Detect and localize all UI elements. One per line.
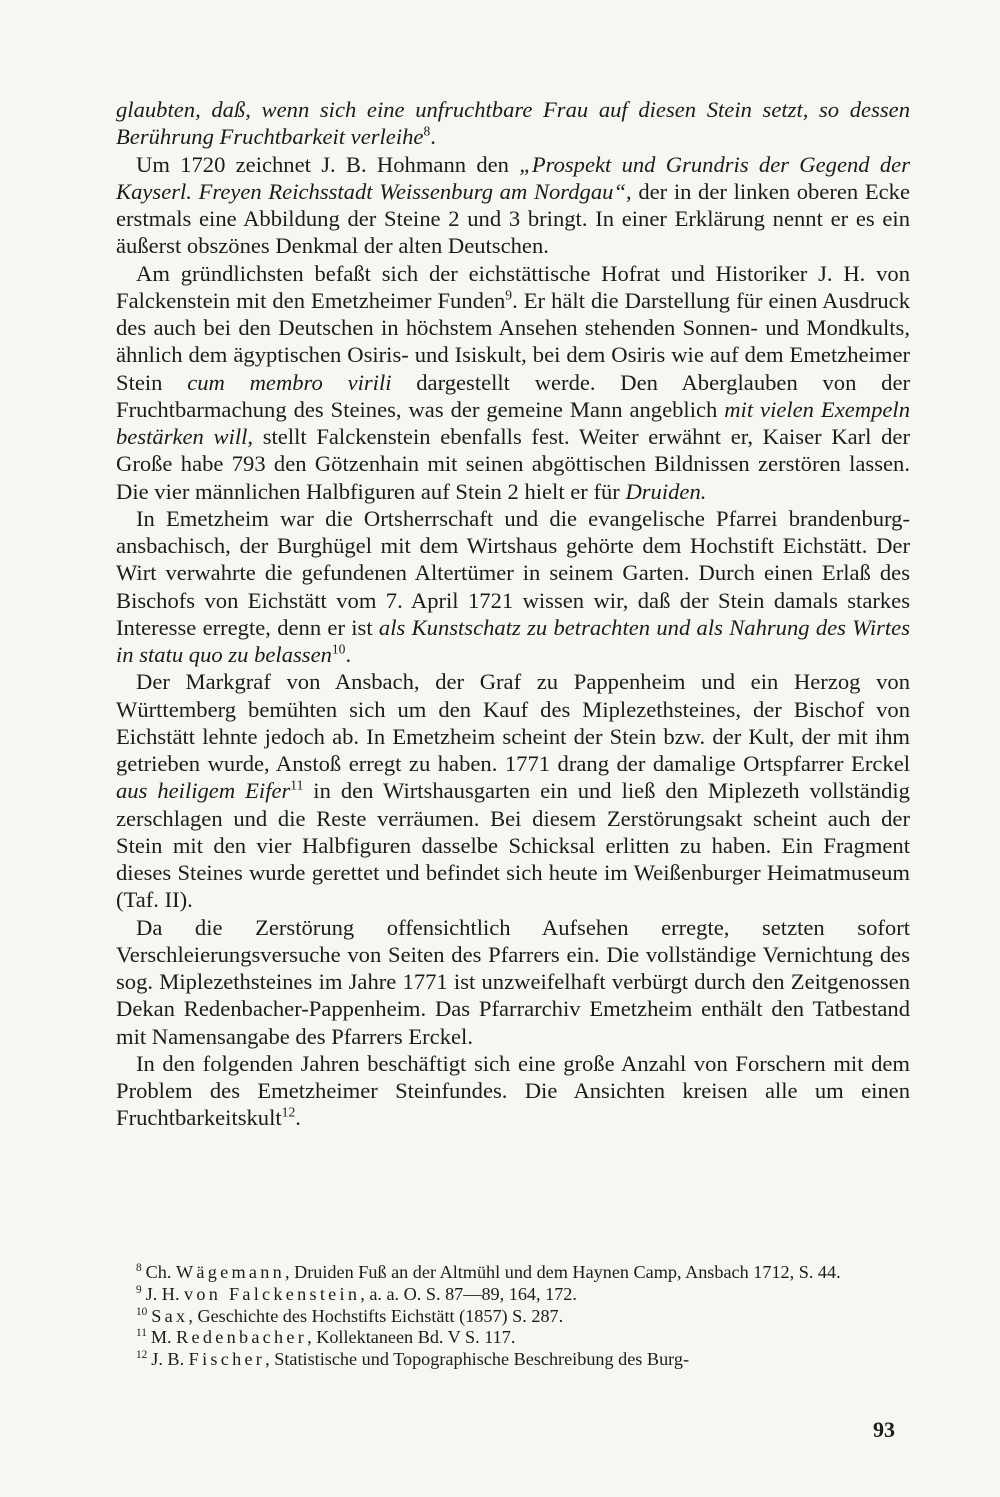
spaced-author-name: Redenbacher	[176, 1327, 308, 1348]
text-run: Ch.	[145, 1262, 176, 1282]
text-run: . Er hält die Darstellung für einen Ausdruck des auch bei den Deutschen in höchstem Ansehen stehenden Sonnen- und Mondkults, ähnlich dem ägyptischen Osiris- und Isiskult, bei dem Osiris wie auf dem Emetzheimer Stein	[116, 287, 910, 395]
text-run: .	[295, 1105, 301, 1131]
text-run: .	[345, 642, 352, 667]
italic-text: cum membro virili	[187, 369, 392, 395]
text-run: .	[430, 124, 436, 150]
paragraph-p6	[116, 914, 910, 1050]
text-run: , Kollektaneen Bd. V S. 117.	[307, 1327, 516, 1348]
text-run: , Druiden Fuß an der Altmühl und dem Haynen Camp, Ansbach 1712, S. 44.	[285, 1262, 841, 1282]
italic-text: Druiden.	[625, 478, 707, 504]
text-run: stellt Falckenstein ebenfalls fest. Weiter erwähnt er, Kaiser Karl der Große habe 793 den Götzenhain mit seinen abgöttischen Bildnissen zerstören lassen. Die vier männlichen Halbfiguren auf Stein 2 hielt er für	[116, 424, 910, 504]
spaced-author-name: Sax	[151, 1305, 189, 1326]
footnote-number: 9	[136, 1283, 142, 1296]
footnote-reference: 11	[290, 777, 304, 793]
text-run: , der in der linken oberen Ecke erstmals eine Abbildung der Steine 2 und 3 bringt. In einer Erklärung nennt er es ein äußerst obszönes Denkmal der alten Deutschen.	[116, 178, 910, 259]
text-run: J. B.	[151, 1349, 189, 1370]
text-run: M.	[150, 1327, 177, 1348]
text-run: Der Markgraf von Ansbach, der Graf zu Pappenheim und ein Herzog von Württemberg bemühten sich um den Kauf des Miplezethsteines, der Bischof von Eichstätt lehnte jedoch ab. In Emetzheim scheint der Stein bzw. der Kult, der mit ihm getrieben wurde, Anstoß erregt zu haben. 1771 drang der damalige Ortspfarrer Erckel	[116, 669, 910, 776]
paragraph-p5	[116, 668, 910, 913]
footnote	[116, 1306, 910, 1328]
footnote-number: 12	[136, 1349, 148, 1362]
italic-text: „Prospekt und Grundris der Gegend der Kayserl. Freyen Reichsstadt Weissenburg am Nordgau“	[116, 151, 910, 204]
text-run: , Statistische und Topographische Beschreibung des Burg-	[265, 1349, 690, 1370]
footnote-number: 11	[136, 1327, 147, 1340]
footnote	[116, 1349, 910, 1371]
text-run: , Geschichte des Hochstifts Eichstätt (1857) S. 287.	[188, 1305, 564, 1326]
spaced-author-name: von Falckenstein	[184, 1283, 361, 1304]
text-run: In Emetzheim war die Ortsherrschaft und die evangelische Pfarrei brandenburg-ansbachisch, der Burghügel mit dem Wirtshaus gehörte dem Hochstift Eichstätt. Der Wirt verwahrte die gefundenen Altertümer in seinem Garten. Durch einen Erlaß des Bischofs von Eichstätt vom 7. April 1721 wissen wir, daß der Stein damals starkes Interesse erregte, denn er ist	[116, 505, 910, 640]
text-run: Am gründlichsten befaßt sich der eichstättische Hofrat und Historiker J. H. von Falckenstein mit den Emetzheimer Funden	[116, 260, 910, 313]
spaced-author-name: Fischer	[188, 1349, 266, 1370]
italic-text: mit vielen Exempeln bestärken will,	[116, 396, 910, 449]
footnote-number: 10	[136, 1305, 148, 1318]
paragraph-p1	[116, 96, 910, 151]
italic-text: aus heiligem Eifer	[116, 778, 291, 804]
paragraph-p3	[116, 260, 910, 505]
footnote	[116, 1327, 910, 1349]
body-text	[116, 96, 910, 1132]
text-run: in den Wirtshausgarten ein und ließ den Miplezeth vollständig zerschlagen und die Reste verräumen. Bei diesem Zerstörungsakt scheint auch der Stein mit den vier Halbfiguren dasselbe Schicksal erlitten zu haben. Ein Fragment dieses Steines wurde gerettet und befindet sich heute im Weißenburger Heimatmuseum (Taf. II).	[116, 778, 910, 913]
footnote	[116, 1284, 910, 1306]
footnotes	[116, 1262, 910, 1371]
text-run: dargestellt werde. Den Aberglauben von der Fruchtbarmachung des Steines, was der gemeine Mann angeblich	[116, 369, 910, 422]
italic-text: als Kunstschatz zu betrachten und als Nahrung des Wirtes in statu quo zu belassen	[116, 614, 910, 667]
paragraph-p7	[116, 1050, 910, 1132]
footnote-number: 8	[136, 1261, 142, 1274]
footnote-reference: 12	[281, 1104, 296, 1120]
text-run: Da die Zerstörung offensichtlich Aufsehen erregte, setzten sofort Verschleierungsversuche von Seiten des Pfarrers ein. Die vollständige Vernichtung des sog. Miplezethsteines im Jahre 1771 ist unzweifelhaft verbürgt durch den Zeitgenossen Dekan Redenbacher-Pappenheim. Das Pfarrarchiv Emetzheim enthält den Tatbestand mit Namensangabe des Pfarrers Erckel.	[116, 914, 910, 1049]
footnote-reference: 10	[331, 641, 346, 657]
paragraph-p2	[116, 151, 910, 260]
footnote-reference: 9	[505, 287, 513, 303]
text-run: Um 1720 zeichnet J. B. Hohmann den	[136, 151, 520, 177]
footnote	[116, 1262, 910, 1284]
spaced-author-name: Wägemann	[175, 1262, 285, 1282]
page-number: 93	[873, 1417, 895, 1442]
italic-text: glaubten, daß, wenn sich eine unfruchtbare Frau auf diesen Stein setzt, so dessen Berührung Fruchtbarkeit verleihe	[116, 97, 910, 150]
paragraph-p4	[116, 505, 910, 669]
text-run: J. H.	[145, 1283, 185, 1304]
text-run: , a. a. O. S. 87—89, 164, 172.	[360, 1283, 577, 1304]
text-run: In den folgenden Jahren beschäftigt sich eine große Anzahl von Forschern mit dem Problem des Emetzheimer Steinfundes. Die Ansichten kreisen alle um einen Fruchtbarkeitskult	[116, 1050, 910, 1131]
footnote-reference: 8	[423, 123, 431, 139]
